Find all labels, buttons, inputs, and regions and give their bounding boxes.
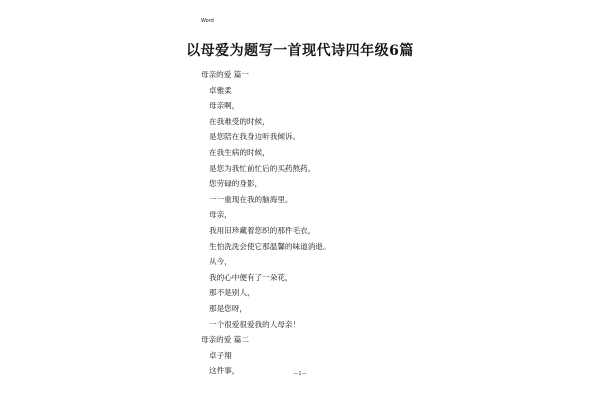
poem-line: 一个很爱很爱我的人母亲！ (209, 319, 301, 329)
document-title: 以母爱为题写一首现代诗四年级6篇 (186, 43, 414, 59)
poem-line: 您劳碌的身影， (209, 179, 263, 189)
poem-line: 母亲， (209, 210, 232, 220)
header-label: Word (201, 18, 214, 24)
poem-line: 我用旧珍藏着您织的那件毛衣， (209, 226, 316, 235)
poem-line: 卓子翔 (209, 350, 232, 360)
poem-line: 是您为我忙前忙后的买药熬药。 (209, 163, 316, 173)
page-number: —1— (293, 371, 307, 377)
poem-line: 在我生病的时候， (209, 148, 270, 157)
poem-line: 我的心中便有了一朵花， (209, 272, 293, 282)
poem-line: 生怕洗洗会使它那温馨的味道消逝。 (209, 241, 331, 251)
poem-line: 这件事， (209, 366, 240, 376)
poem-line: 在我难受的时候， (209, 116, 270, 126)
poem-line: 卓雅柔 (209, 85, 232, 95)
poem-line: 那不是别人， (209, 288, 255, 298)
poem-line: 从今， (209, 257, 232, 267)
section-heading: 母亲的爱 篇二 (201, 335, 249, 345)
poem-line: 母亲啊， (209, 101, 240, 111)
section-heading: 母亲的爱 篇一 (201, 70, 249, 79)
poem-line: 那是您呀， (209, 304, 247, 313)
poem-line: 一一重现在我的脑海里。 (209, 194, 293, 204)
poem-line: 是您陪在我身边听我倾诉。 (209, 132, 301, 142)
